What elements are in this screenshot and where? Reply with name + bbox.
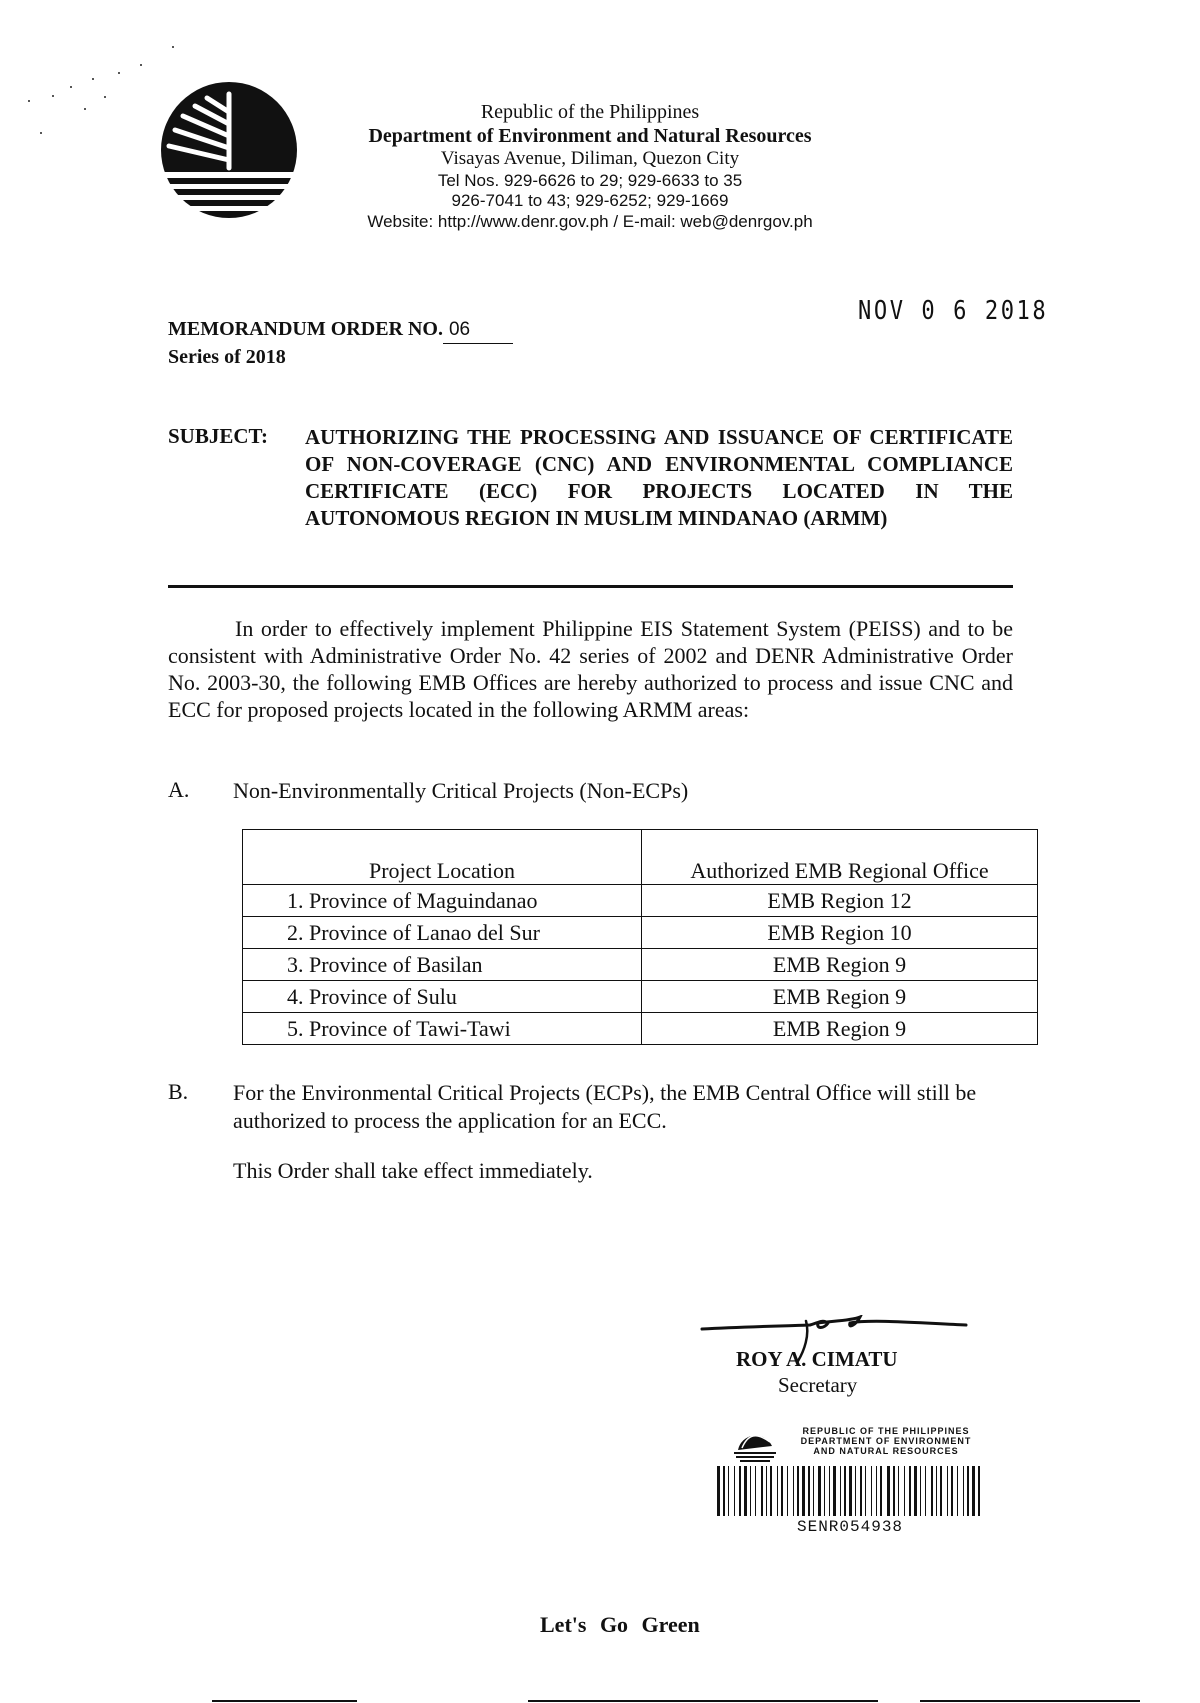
letterhead xyxy=(300,100,880,232)
table-cell-office: EMB Region 9 xyxy=(642,1013,1038,1045)
table-header-row xyxy=(243,830,1038,885)
stamp-line-3: AND NATURAL RESOURCES xyxy=(813,1445,959,1456)
table-cell-location: 4. Province of Sulu xyxy=(243,981,642,1013)
letterhead-tel-2: 926-7041 to 43; 929-6252; 929-1669 xyxy=(451,191,729,211)
memo-label: MEMORANDUM ORDER NO. xyxy=(168,318,443,340)
table-cell-location: 2. Province of Lanao del Sur xyxy=(243,917,642,949)
memo-header xyxy=(168,316,513,370)
table-row xyxy=(243,949,1038,981)
table-header-location: Project Location xyxy=(243,830,642,885)
table-cell-office: EMB Region 9 xyxy=(642,949,1038,981)
subject-text: AUTHORIZING THE PROCESSING AND ISSUANCE OF CERTIFICATE OF NON-COVERAGE (CNC) AND ENVIRONMENTAL COMPLIANCE CERTIFICATE (ECC) FOR PROJECTS LOCATED IN THE AUTONOMOUS REGION IN MUSLIM MINDANAO (ARMM) xyxy=(305,425,1013,530)
date-stamp: NOV 0 6 2018 xyxy=(858,296,1049,326)
table-row xyxy=(243,885,1038,917)
item-a-text: Non-Environmentally Critical Projects (Non-ECPs) xyxy=(233,778,689,803)
table-cell-office: EMB Region 10 xyxy=(642,917,1038,949)
stamp-line-1: REPUBLIC OF THE PHILIPPINES xyxy=(802,1426,970,1436)
table-cell-location: 3. Province of Basilan xyxy=(243,949,642,981)
intro-paragraph xyxy=(168,615,1013,723)
table-cell-location: 1. Province of Maguindanao xyxy=(243,885,642,917)
intro-text: In order to effectively implement Philippine EIS Statement System (PEISS) and to be consistent with Administrative Order No. 42 series of 2002 and DENR Administrative Order No. 2003-30, the following EMB Offices are hereby authorized to process and issue CNC and ECC for proposed projects located in the following ARMM areas: xyxy=(168,616,1013,723)
barcode-code: SENR054938 xyxy=(797,1518,904,1536)
letterhead-address: Visayas Avenue, Diliman, Quezon City xyxy=(440,148,740,169)
signatory-title: Secretary xyxy=(778,1373,858,1397)
subject-label: SUBJECT: xyxy=(168,424,268,448)
letterhead-tel-1: Tel Nos. 929-6626 to 29; 929-6633 to 35 xyxy=(437,170,743,190)
bottom-line-left xyxy=(212,1700,357,1702)
memo-number: 06 xyxy=(443,318,513,344)
table-row xyxy=(243,1013,1038,1045)
signatory-name: ROY A. CIMATU xyxy=(736,1347,898,1371)
barcode-icon xyxy=(715,1466,987,1520)
memo-series: Series of 2018 xyxy=(168,345,286,368)
divider xyxy=(168,585,1013,588)
stamp-line-2: DEPARTMENT OF ENVIRONMENT xyxy=(800,1435,972,1446)
table-header-office: Authorized EMB Regional Office xyxy=(642,830,1038,885)
item-a-letter: A. xyxy=(168,777,190,802)
stamp-logo-icon xyxy=(734,1424,776,1464)
table-cell-office: EMB Region 9 xyxy=(642,981,1038,1013)
table-cell-office: EMB Region 12 xyxy=(642,885,1038,917)
letterhead-republic: Republic of the Philippines xyxy=(480,101,700,123)
letterhead-department: Department of Environment and Natural Resources xyxy=(368,125,812,147)
item-b-text: For the Environmental Critical Projects (ECPs), the EMB Central Office will still be authorized to process the application for an ECC. xyxy=(233,1080,977,1133)
denr-logo-icon xyxy=(155,80,303,220)
letterhead-web: Website: http://www.denr.gov.ph / E-mail: web@denrgov.ph xyxy=(367,211,813,231)
item-b-letter: B. xyxy=(168,1079,189,1104)
bottom-line-right xyxy=(920,1700,1140,1702)
table-row xyxy=(243,917,1038,949)
effect-statement: This Order shall take effect immediately. xyxy=(233,1158,593,1183)
emb-office-table xyxy=(242,829,1038,1045)
footer-slogan: Let's Go Green xyxy=(540,1612,700,1637)
bottom-line-center xyxy=(528,1700,878,1702)
table-cell-location: 5. Province of Tawi-Tawi xyxy=(243,1013,642,1045)
table-row xyxy=(243,981,1038,1013)
